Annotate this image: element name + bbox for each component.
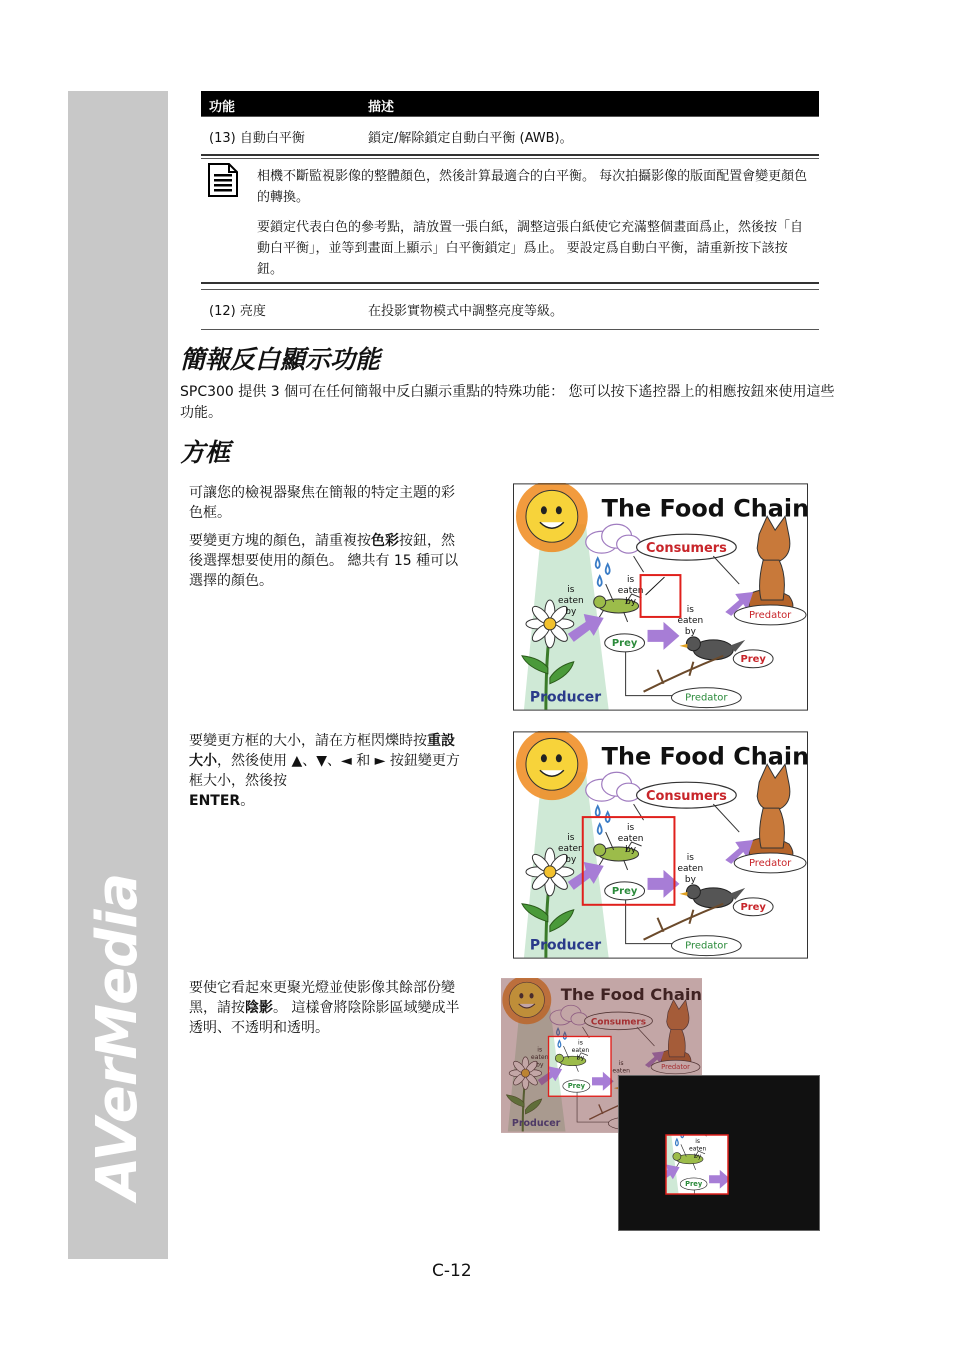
row-function: (13) 自動白平衡 <box>209 131 305 146</box>
block-shadow <box>189 978 464 1046</box>
desc-paragraph: 要變更方框的大小，請在方框閃爍時按重設大小，然後使用 ▲、▼、◄ 和 ► 按鈕變更方框大小，然後按 ENTER。 <box>189 733 460 809</box>
header-description: 描述 <box>368 100 395 115</box>
desc-paragraph: 要變更方塊的顏色，請重複按色彩按鈕，然後選擇想要使用的顏色。 總共有 15 種可以選擇的顏色。 <box>189 533 459 589</box>
divider <box>201 116 819 117</box>
note-paragraph: 要鎖定代表白色的參考點，請放置一張白紙，調整這張白紙使它充滿整個畫面爲止，然後按「自動白平衡」，並等到畫面上顯示」白平衡鎖定」爲止。 要設定爲自動白平衡，請重新按下該按鈕。 <box>257 220 804 277</box>
brand-logo: AVerMedia <box>85 873 150 1200</box>
section-title: 簡報反白顯示功能 <box>180 345 381 374</box>
note-text <box>257 166 812 280</box>
desc-paragraph: 要使它看起來更聚光燈並使影像其餘部份變黑，請按陰影。 這樣會將陰除影區域變成半透明、不透明和透明。 <box>189 980 460 1036</box>
subsection-title: 方框 <box>180 438 231 467</box>
food-chain-figure-2 <box>513 731 808 959</box>
header-function: 功能 <box>209 100 236 115</box>
section-intro: SPC300 提供 3 個可在任何簡報中反白顯示重點的特殊功能： 您可以按下遙控器上的相應按鈕來使用這些功能。 <box>180 384 835 421</box>
block-color-box <box>189 483 464 599</box>
divider <box>201 158 819 159</box>
divider <box>201 154 819 156</box>
table-header <box>201 91 819 116</box>
desc-paragraph: 可讓您的檢視器聚焦在簡報的特定主題的彩色框。 <box>189 485 455 521</box>
divider <box>201 329 819 330</box>
note-icon <box>207 162 239 198</box>
food-chain-figure-opaque <box>618 1075 820 1231</box>
block-resize <box>189 731 464 819</box>
divider <box>201 282 819 284</box>
divider <box>201 289 819 290</box>
row-function: (12) 亮度 <box>209 304 266 319</box>
page-number: C-12 <box>432 1261 472 1281</box>
row-description: 鎖定/解除鎖定自動白平衡 (AWB)。 <box>368 131 573 146</box>
note-paragraph: 相機不斷監視影像的整體顏色，然後計算最適合的白平衡。 每次拍攝影像的版面配置會變更顏色的轉換。 <box>257 169 808 205</box>
row-description: 在投影實物模式中調整亮度等級。 <box>368 304 564 319</box>
food-chain-figure-1 <box>513 483 808 711</box>
